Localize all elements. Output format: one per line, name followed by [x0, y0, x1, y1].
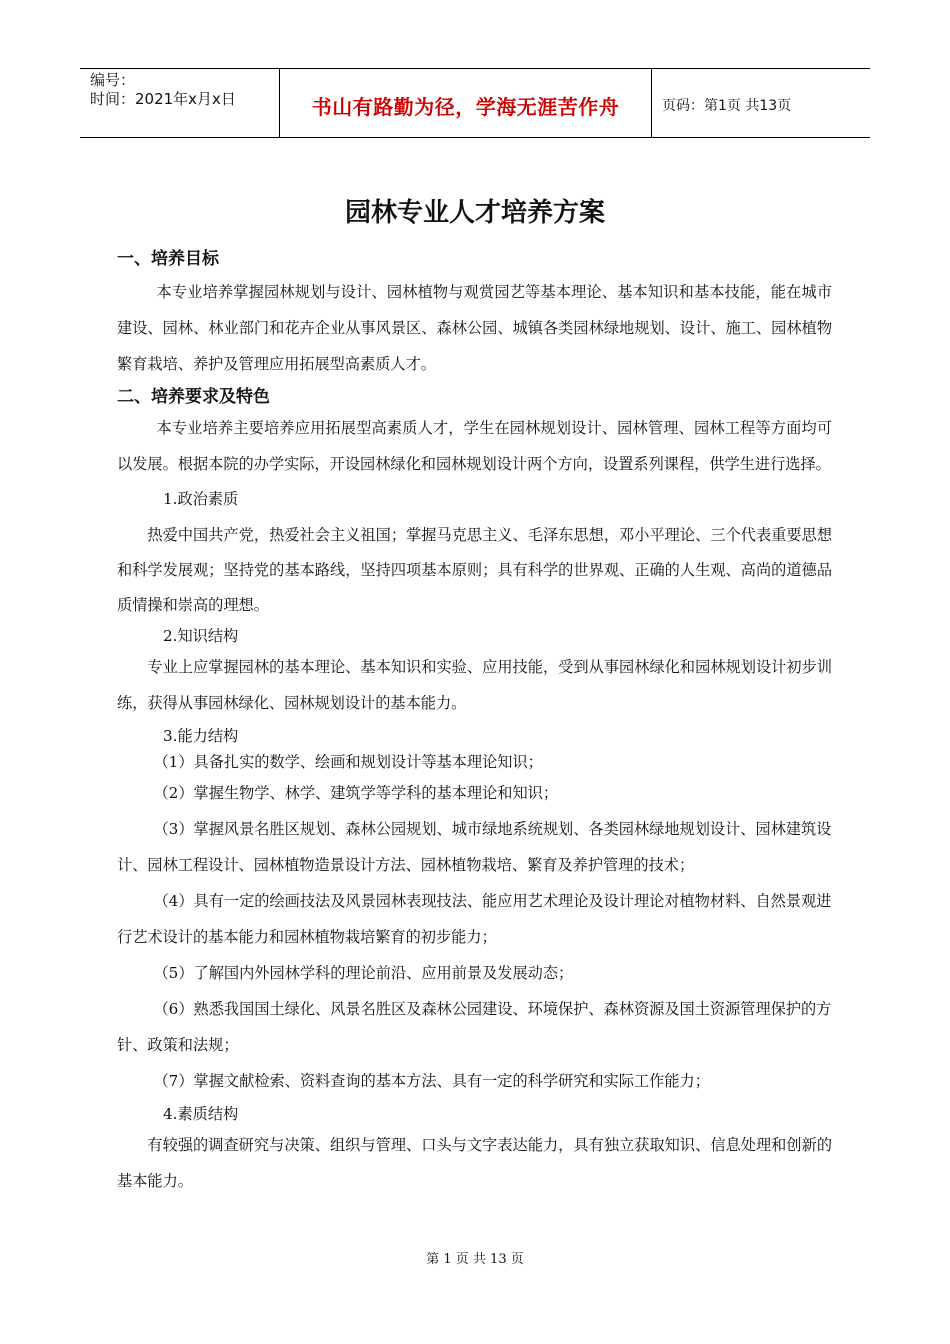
subsection-heading: 4.素质结构 [163, 1105, 239, 1123]
list-item: （3）掌握风景名胜区规划、森林公园规划、城市绿地系统规划、各类园林绿地规划设计、园林建筑设计、园林工程设计、园林植物造景设计方法、园林植物栽培、繁育及养护管理的技术； [117, 820, 832, 874]
section-heading: 一、培养目标 [117, 249, 219, 269]
list-item: （7）掌握文献检索、资料查询的基本方法、具有一定的科学研究和实际工作能力； [153, 1072, 710, 1090]
subsection-heading: 2.知识结构 [163, 627, 239, 645]
paragraph: 有较强的调查研究与决策、组织与管理、口头与文字表达能力，具有独立获取知识、信息处理和创新的基本能力。 [117, 1136, 832, 1190]
list-item: （6）熟悉我国国土绿化、风景名胜区及森林公园建设、环境保护、森林资源及国土资源管理保护的方针、政策和法规； [117, 1000, 832, 1054]
list-item: （2）掌握生物学、林学、建筑学等学科的基本理论和知识； [153, 784, 559, 802]
list-item: （1）具备扎实的数学、绘画和规划设计等基本理论知识； [153, 753, 543, 771]
motto-text: 书山有路勤为径，学海无涯苦作舟 [311, 94, 620, 119]
document-body [117, 246, 832, 1199]
section-heading: 二、培养要求及特色 [117, 387, 270, 407]
time-label: 时间：2021年x月x日 [90, 90, 236, 108]
page-header [80, 68, 870, 138]
header-motto-cell [280, 69, 652, 137]
paragraph: 本专业培养主要培养应用拓展型高素质人才，学生在园林规划设计、园林管理、园林工程等方面均可以发展。根据本院的办学实际，开设园林绿化和园林规划设计两个方向，设置系列课程，供学生进行选择。 [117, 419, 832, 473]
paragraph: 本专业培养掌握园林规划与设计、园林植物与观赏园艺等基本理论、基本知识和基本技能，能在城市建设、园林、林业部门和花卉企业从事风景区、森林公园、城镇各类园林绿地规划、设计、施工、园林植物繁育栽培、养护及管理应用拓展型高素质人才。 [117, 283, 832, 373]
list-item: （4）具有一定的绘画技法及风景园林表现技法、能应用艺术理论及设计理论对植物材料、自然景观进行艺术设计的基本能力和园林植物栽培繁育的初步能力； [117, 892, 832, 946]
list-item: （5）了解国内外园林学科的理论前沿、应用前景及发展动态； [153, 964, 574, 982]
page-footer: 第 1 页 共 13 页 [426, 1252, 524, 1267]
code-label: 编号： [90, 71, 136, 89]
paragraph: 热爱中国共产党，热爱社会主义祖国；掌握马克思主义、毛泽东思想，邓小平理论、三个代表重要思想和科学发展观；坚持党的基本路线，坚持四项基本原则；具有科学的世界观、正确的人生观、高尚的道德品质情操和崇高的理想。 [117, 526, 832, 614]
document-title: 园林专业人才培养方案 [344, 198, 605, 228]
header-meta [80, 69, 280, 137]
header-page-info: 页码：第1页 共13页 [662, 98, 792, 114]
paragraph: 专业上应掌握园林的基本理论、基本知识和实验、应用技能，受到从事园林绿化和园林规划设计初步训练，获得从事园林绿化、园林规划设计的基本能力。 [117, 658, 832, 712]
subsection-heading: 1.政治素质 [163, 490, 239, 508]
subsection-heading: 3.能力结构 [163, 727, 239, 745]
